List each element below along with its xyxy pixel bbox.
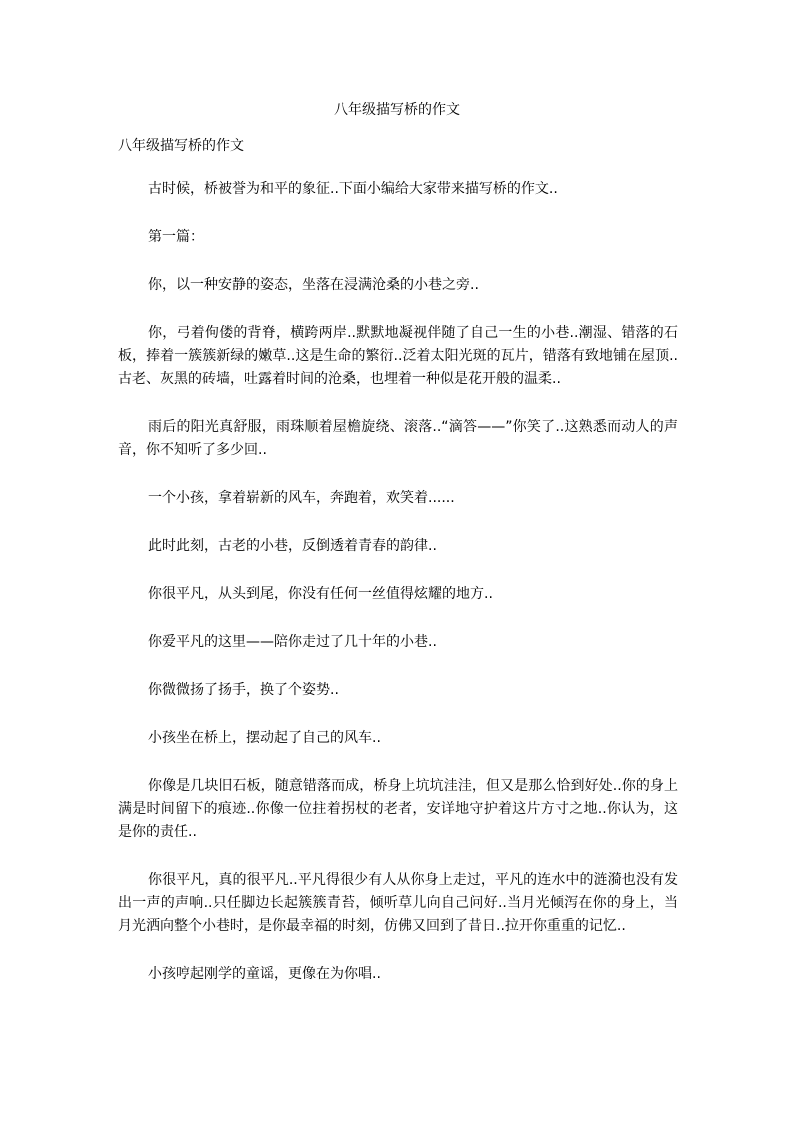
paragraph: 你，弓着佝偻的背脊，横跨两岸..默默地凝视伴随了自己一生的小巷..潮湿、错落的石板，捧着一簇簇新绿的嫩草..这是生命的繁衍..泛着太阳光斑的瓦片，错落有致地铺在屋顶..古老、灰黑的砖墙，吐露着时间的沧桑，也埋着一种似是花开般的温柔.. bbox=[118, 325, 678, 387]
document-title: 八年级描写桥的作文 bbox=[334, 102, 460, 118]
paragraph: 一个小孩，拿着崭新的风车，奔跑着，欢笑着...... bbox=[148, 490, 455, 506]
document-body bbox=[118, 178, 678, 1011]
paragraph: 你爱平凡的这里——陪你走过了几十年的小巷.. bbox=[148, 634, 437, 650]
paragraph: 小孩坐在桥上，摆动起了自己的风车.. bbox=[148, 730, 381, 746]
paragraph: 古时候，桥被誉为和平的象征..下面小编给大家带来描写桥的作文.. bbox=[148, 181, 558, 197]
document-subtitle: 八年级描写桥的作文 bbox=[118, 138, 244, 154]
paragraph: 你微微扬了扬手，换了个姿势.. bbox=[148, 682, 339, 698]
paragraph: 你很平凡，真的很平凡..平凡得很少有人从你身上走过，平凡的连水中的涟漪也没有发出一声的声响..只任脚边长起簇簇青苔，倾听草儿向自己问好..当月光倾泻在你的身上，当月光洒向整个小巷时，是你最幸福的时刻，仿佛又回到了昔日..拉开你重重的记忆.. bbox=[118, 872, 678, 934]
paragraph: 小孩哼起刚学的童谣，更像在为你唱.. bbox=[148, 966, 381, 982]
paragraph: 雨后的阳光真舒服，雨珠顺着屋檐旋绕、滚落..“滴答——”你笑了..这熟悉而动人的声音，你不知听了多少回.. bbox=[118, 419, 678, 458]
paragraph: 你像是几块旧石板，随意错落而成，桥身上坑坑洼洼，但又是那么恰到好处..你的身上满是时间留下的痕迹..你像一位拄着拐杖的老者，安详地守护着这片方寸之地..你认为，这是你的责任.. bbox=[118, 778, 678, 840]
paragraph: 第一篇： bbox=[148, 229, 204, 245]
paragraph: 你，以一种安静的姿态，坐落在浸满沧桑的小巷之旁.. bbox=[148, 277, 479, 293]
paragraph: 此时此刻，古老的小巷，反倒透着青春的韵律.. bbox=[148, 538, 437, 554]
paragraph: 你很平凡，从头到尾，你没有任何一丝值得炫耀的地方.. bbox=[148, 586, 493, 602]
